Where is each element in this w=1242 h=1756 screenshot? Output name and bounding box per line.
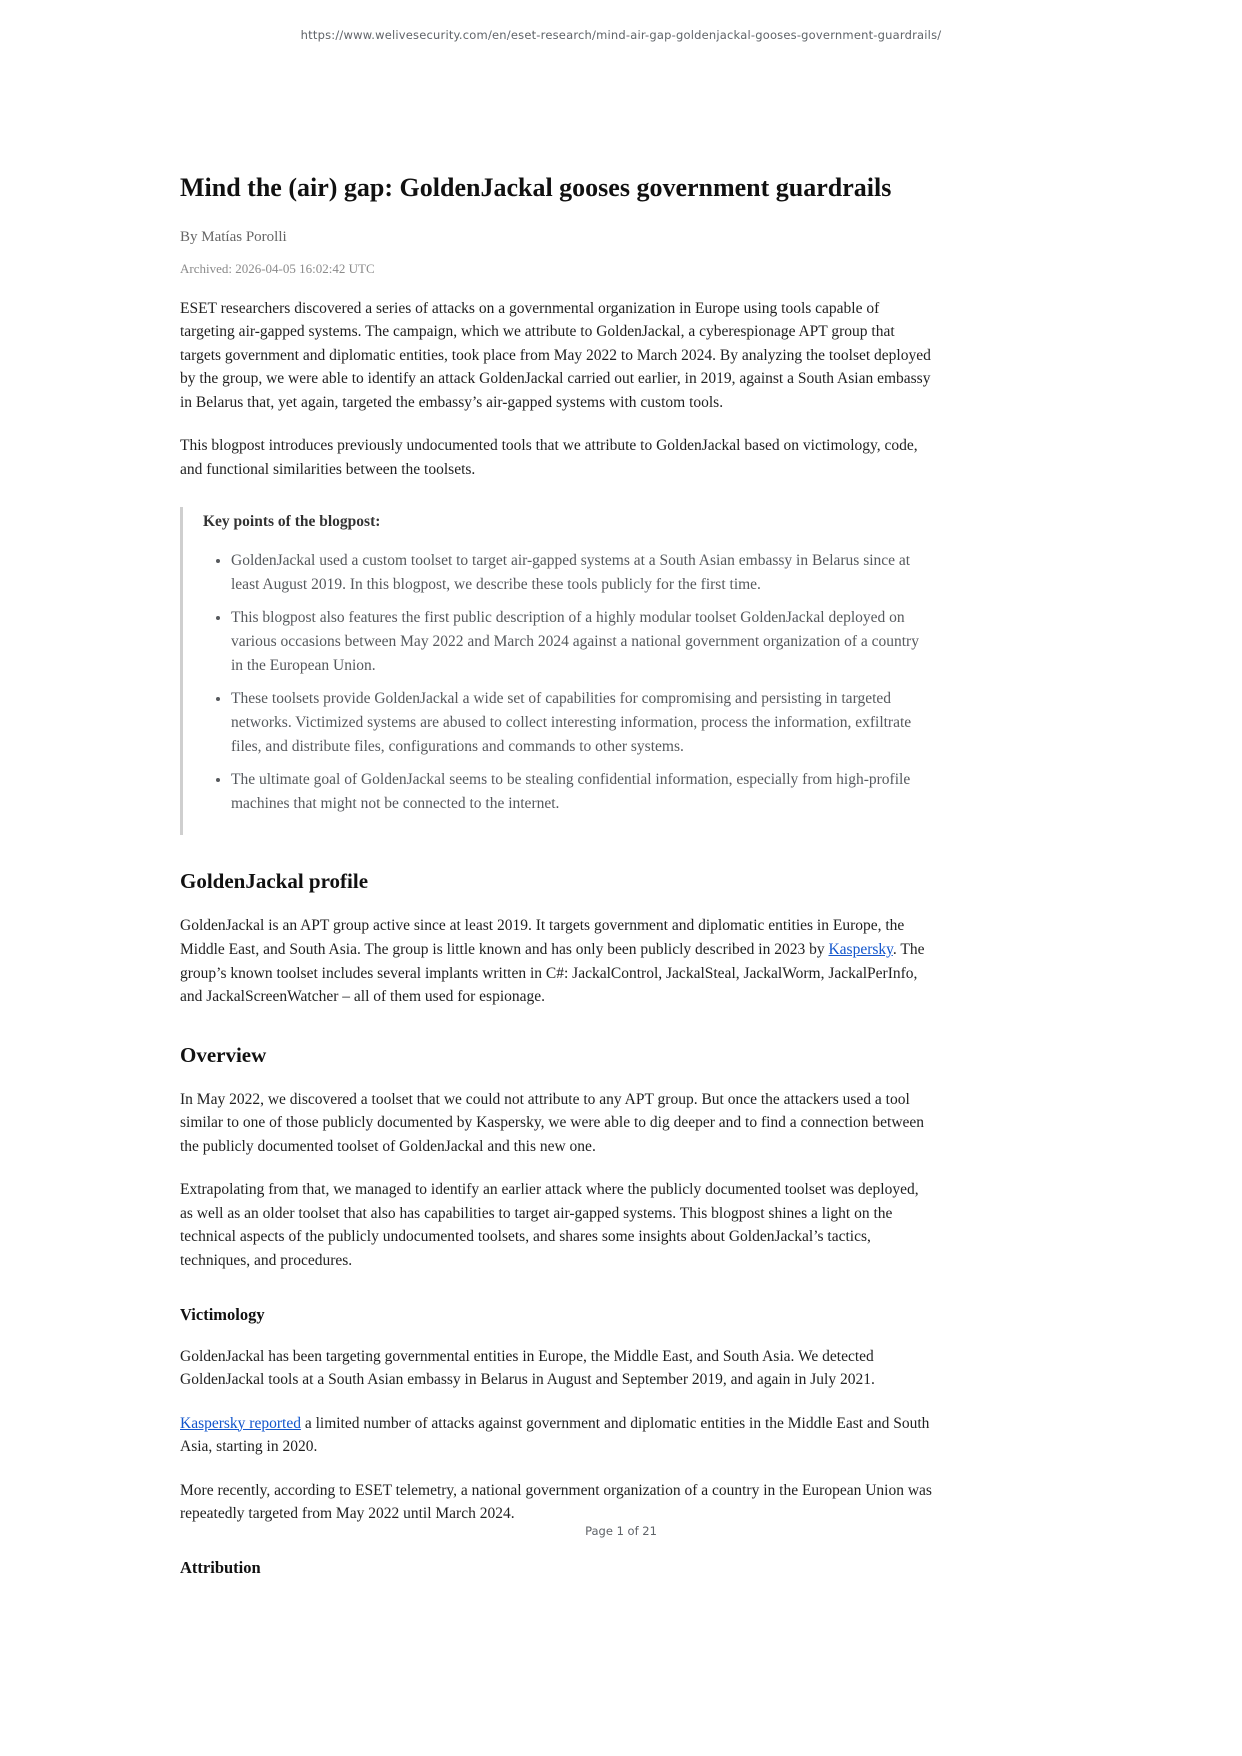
intro-paragraph-2: This blogpost introduces previously undocumented tools that we attribute to GoldenJackal based on victimology, code, and functional similarities between the toolsets. xyxy=(180,437,918,478)
key-point-item: • These toolsets provide GoldenJackal a wide set of capabilities for compromising and persisting in targeted networks. Victimized systems are abused to collect interesting information, process the information, exfiltrate files, and distribute files, configurations and commands to other systems. xyxy=(231,687,934,759)
section-heading-overview: Overview xyxy=(180,1042,267,1067)
victimology-paragraph-2 xyxy=(180,1412,934,1459)
sub-heading-attribution: Attribution xyxy=(180,1557,261,1577)
sub-heading-victimology: Victimology xyxy=(180,1304,265,1324)
key-points-blockquote xyxy=(180,507,934,835)
byline: By Matías Porolli xyxy=(180,228,287,245)
overview-paragraph-2: Extrapolating from that, we managed to identify an earlier attack where the publicly documented toolset was deployed, as well as an older toolset that also has capabilities to target air-gapped systems. This blogpost shines a light on the technical aspects of the publicly undocumented toolsets, and shares some insights about GoldenJackal’s tactics, techniques, and procedures. xyxy=(180,1181,919,1269)
victimology-paragraph-1: GoldenJackal has been targeting governmental entities in Europe, the Middle East, and South Asia. We detected GoldenJackal tools at a South Asian embassy in Belarus in August and September 2019, and again in July 2021. xyxy=(180,1347,875,1389)
overview-paragraph-1: In May 2022, we discovered a toolset that we could not attribute to any APT group. But once the attackers used a tool similar to one of those publicly documented by Kaspersky, we were able to dig deeper and to find a connection between the publicly documented toolset of GoldenJackal and this new one. xyxy=(180,1090,925,1155)
section-heading-goldenjackal-profile: GoldenJackal profile xyxy=(180,869,369,894)
key-points-heading: Key points of the blogpost: xyxy=(203,513,381,531)
victimology-text-after-link: a limited number of attacks against government and diplomatic entities in the Middle East and South Asia, starting in 2020. xyxy=(180,1414,930,1456)
victimology-paragraph-3: More recently, according to ESET telemetry, a national government organization of a country in the European Union was repeatedly targeted from May 2022 until March 2024. xyxy=(180,1481,932,1523)
key-point-item: • This blogpost also features the first public description of a highly modular toolset GoldenJackal deployed on various occasions between May 2022 and March 2024 against a national government organization of a country in the European Union. xyxy=(231,606,934,678)
profile-paragraph xyxy=(180,914,934,1008)
key-points-list xyxy=(203,549,934,816)
archived-timestamp: Archived: 2026-04-05 16:02:42 UTC xyxy=(180,260,375,276)
page-url: https://www.welivesecurity.com/en/eset-research/mind-air-gap-goldenjackal-gooses-government-guardrails/ xyxy=(300,28,942,42)
kaspersky-reported-link[interactable]: Kaspersky reported xyxy=(180,1414,301,1432)
article-title: Mind the (air) gap: GoldenJackal gooses government guardrails xyxy=(180,173,892,202)
profile-text-after-link: . The group’s known toolset includes several implants written in C#: JackalControl, JackalSteal, JackalWorm, JackalPerInfo, and JackalScreenWatcher – all of them used for espionage. xyxy=(180,941,925,1006)
article-content xyxy=(180,0,934,1578)
key-point-item: • The ultimate goal of GoldenJackal seems to be stealing confidential information, especially from high-profile machines that might not be connected to the internet. xyxy=(231,768,934,816)
kaspersky-link[interactable]: Kaspersky xyxy=(828,941,893,959)
intro-paragraph-1: ESET researchers discovered a series of attacks on a governmental organization in Europe using tools capable of targeting air-gapped systems. The campaign, which we attribute to GoldenJackal, a cyberespionage APT group that targets government and diplomatic entities, took place from May 2022 to March 2024. By analyzing the toolset deployed by the group, we were able to identify an attack GoldenJackal carried out earlier, in 2019, against a South Asian embassy in Belarus that, yet again, targeted the embassy’s air-gapped systems with custom tools. xyxy=(180,299,931,411)
key-point-item: • GoldenJackal used a custom toolset to target air-gapped systems at a South Asian embassy in Belarus since at least August 2019. In this blogpost, we describe these tools publicly for the first time. xyxy=(231,549,934,597)
page-number-indicator: Page 1 of 21 xyxy=(585,1524,657,1538)
profile-text-before-link: GoldenJackal is an APT group active since at least 2019. It targets government and diplomatic entities in Europe, the Middle East, and South Asia. The group is little known and has only been publicly described in 2023 by xyxy=(180,917,905,959)
